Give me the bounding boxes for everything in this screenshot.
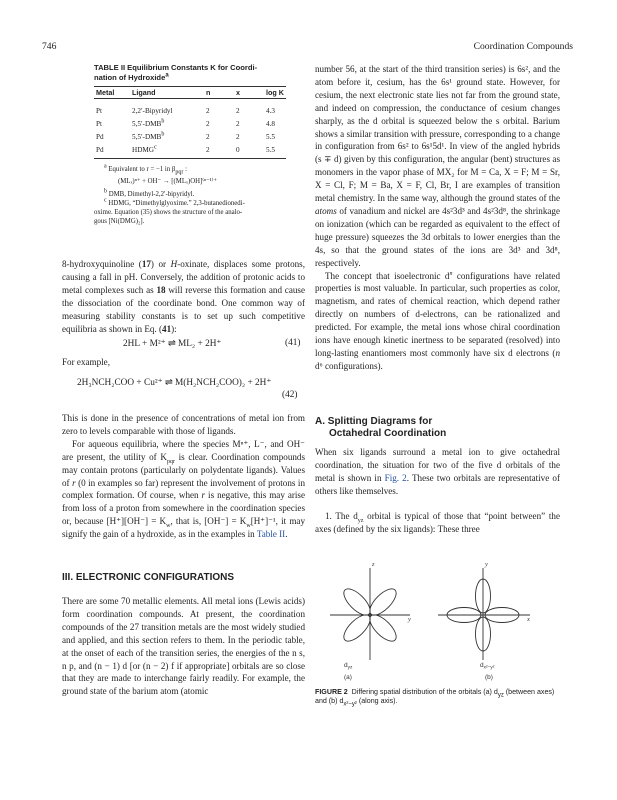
left-column-text-2: [62, 412, 305, 541]
label-dyz: $d_{yz}$: [344, 662, 353, 671]
paragraph: This is done in the presence of concentrations of metal ion from zero to levels comparable with those of ligands.: [62, 413, 305, 436]
paragraph: There are some 70 metallic elements. All metal ions (Lewis acids) form coordination compounds. At present, the coordination compounds of the 27 transition metals are the most widely studied and applied, and this section refers to them. In the periodic table, at the onset of each of the transition series, the energies of the n s, n p, and (n − 1) d [or (n − 2) f if appropriate] orbitals are so close that they are made to interchange fairly readily. For example, the ground state of the barium atom (atomic: [62, 596, 305, 697]
table-row: Pd HDMG$^c$ 2 0 5.5: [96, 144, 275, 154]
paragraph: 8-hydroxyquinoline (17) or H-oxinate, displaces some protons, causing a fall in pH. Conversely, the addition of protonic acids to metal complexes such as 18 will reverse this formation and cause the dissociation of the coordinate bond. One common way of measuring stability constants is to set up such competitive equilibria as shown in Eq. (41):: [62, 259, 305, 334]
paragraph: The concept that isoelectronic $d^n$ configurations have related properties is most valuable. In particular, such properties as color, magnetism, and rates of chemical reaction, which depend rather directly on numbers of d-electrons, can be rationalized and predicted. For example, the metal ions whose chiral coordination ions have enough kinetic inertness to be separated (resolved) into long-lasting enantiomers most commonly have six d electrons (n d⁶ configurations).: [315, 270, 560, 371]
right-column-text: [315, 63, 560, 373]
page-number: 746: [42, 41, 57, 52]
equation-42: 2H₃NCH₂COO + Cu²⁺ ⇌ M(H₂NCH₂COO)₂ + 2H⁺: [77, 378, 272, 388]
left-column-text-3: [62, 595, 305, 698]
paragraph: 1. The $d_{yz}$ orbital is typical of those that “point between” the axes (defined by the six ligands): These three: [315, 511, 561, 534]
section-heading-a: A. Splitting Diagrams for Octahedral Coordination: [315, 416, 447, 439]
equilibrium-table: [94, 87, 286, 156]
table-ii-link[interactable]: Table II: [256, 529, 286, 540]
table-title: TABLE II Equilibrium Constants K for Coordi- nation of Hydroxide$^a$: [94, 63, 258, 82]
table-ii: [94, 63, 286, 226]
table-footnotes: $^a$ Equivalent to r = −1 in $\beta_{pqr}$ : (MLₓ)ⁿ⁺ + OH⁻ → [(MLₓ)OH]⁽ⁿ⁻¹⁾⁺ $^b$ DMB, Dimethyl-2,2′-bipyridyl. $^c$ HDMG, “Dimethylglyoxime.” 2,3-butanedionedi- oxime. Equation (35) shows the structure of the analo- gous [Ni(DMG)₂].: [94, 163, 245, 226]
left-column-text: [62, 258, 305, 335]
axis-label-y-right: y: [485, 561, 488, 568]
equation-42-number: (42): [282, 390, 298, 400]
right-column-text-3: [315, 510, 560, 536]
axis-label-z: z: [372, 561, 375, 568]
label-dx2y2: $d_{x^2-y^2}$: [480, 662, 495, 671]
axis-label-y-left: y: [408, 616, 411, 623]
table-row: Pd 5,5′-DMB$^b$ 2 2 5.5: [96, 131, 275, 141]
table-header-row: Metal Ligand n x log K: [96, 88, 284, 98]
table-row: Pt 2,2′-Bipyridyl 2 2 4.3: [96, 106, 275, 115]
equation-41: 2HL + M²⁺ ⇌ ML₂ + 2H⁺: [123, 339, 222, 349]
for-example-text: For example,: [62, 357, 110, 367]
table-row: Pt 5,5′-DMB$^b$ 2 2 4.8: [96, 118, 275, 128]
paragraph: When six ligands surround a metal ion to give octahedral coordination, the situation for two of the five d orbitals of the metal is shown in Fig. 2. These two orbitals are representative of others like themselves.: [315, 447, 560, 496]
right-column-text-2: [315, 446, 560, 498]
paragraph: For aqueous equilibria, where the species Mⁿ⁺, L⁻, and OH⁻ are present, the utility of $K_{pqr}$ is clear. Coordination compounds may contain protons (particularly on polydentate ligands). Values of r (0 in examples so far) represent the involvement of protons in complex formation. Of course, when r is negative, this may arise from loss of a proton from somewhere in the coordination species or, because $[H^+][OH^-] = K_w$, that is, $[OH^-] = K_w[H^+]^{-1}$, it may signify the gain of a hydroxide, as in the examples in Table II.: [62, 438, 306, 540]
figure-2-caption: FIGURE 2 Differing spatial distribution of the orbitals (a) $d_{yz}$ (between axes) and (b) $d_{x^2-y^2}$ (along axis).: [315, 688, 555, 708]
section-heading-iii: III. ELECTRONIC CONFIGURATIONS: [62, 572, 235, 583]
equation-41-number: (41): [285, 338, 301, 348]
figure-2-orbitals: [320, 560, 560, 688]
fig-2-link[interactable]: Fig. 2: [384, 472, 407, 483]
paragraph: number 56, at the start of the third transition series) is 6s², and the atom before it, cesium, has the 6s¹ ground state. However, for cesium, the next electronic state lies not far from the ground state, and indeed on compression, the conductance of cesium changes sharply, as the d orbital is squeezed below the s orbital. Barium shows a similar transition with pressure, corresponding to a change in configuration from 6s² to 6s¹5d¹. In view of the angled hybrids (s ∓ d) given by this configuration, the angular (bent) structures as monomers in the vapor phase of MX₂ for M = Ca, X = F; M = Sr, X = Cl, F; M = Ba, X = F, Cl, Br, I are examples of transition metal chemistry. In the same way, although the ground states of the atoms of vanadium and nickel are 4s²3d³ and 4s²3d⁸, the shrinkage on ionization (which can be regarded as equivalent to the effect of huge pressure) squeezes the 3d orbitals to lower energies than the 4s, so that the ground states of the ions are 3d³ and 3d⁸, respectively.: [315, 64, 560, 268]
axis-label-x: x: [527, 616, 530, 623]
panel-label-a: (a): [344, 674, 352, 681]
running-title: Coordination Compounds: [473, 41, 573, 52]
panel-label-b: (b): [485, 674, 493, 681]
